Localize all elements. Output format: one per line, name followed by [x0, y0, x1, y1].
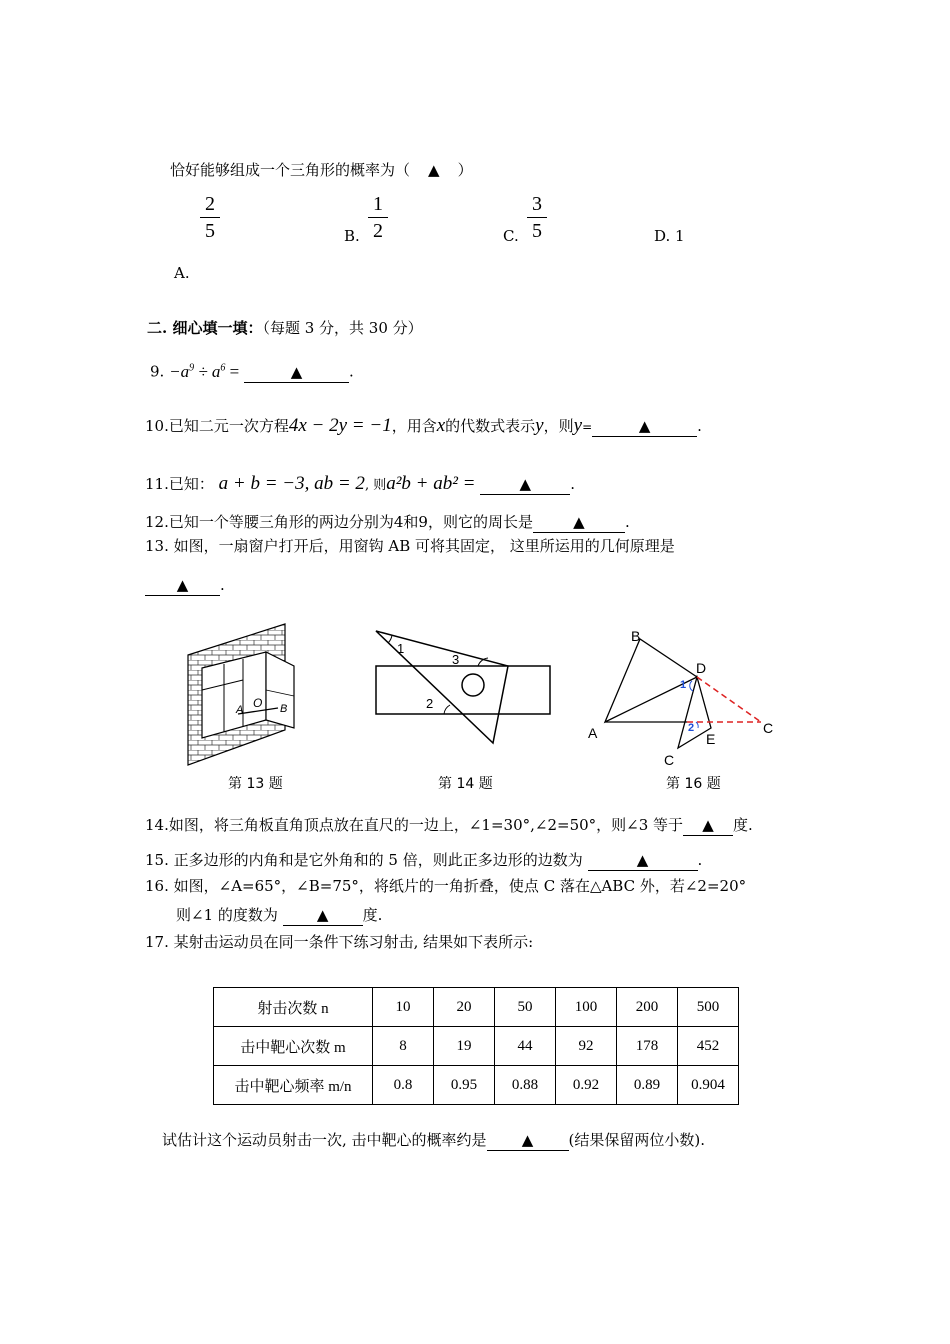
question-12: 12.已知一个等腰三角形的两边分别为4和9，则它的周长是 ▲ . — [145, 513, 630, 531]
angle-1-label: 1 — [397, 641, 405, 656]
question-17-answer: 试估计这个运动员射击一次, 击中靶心的概率约是 ▲ (结果保留两位小数). — [162, 1131, 706, 1149]
answer-marker: ▲ — [638, 417, 651, 435]
question-14: 14.如图，将三角板直角顶点放在直尺的一边上，∠1=30°,∠2=50°，则∠3 等于 ▲ 度. — [145, 816, 753, 834]
question-13: 13. 如图，一扇窗户打开后，用窗钩 AB 可将其固定， 这里所运用的几何原理是 — [145, 537, 675, 555]
option-d: D. 1 — [654, 227, 685, 245]
table-row: 击中靶心次数 m 8 19 44 92 178 452 — [214, 1027, 739, 1066]
table-row: 射击次数 n 10 20 50 100 200 500 — [214, 988, 739, 1027]
option-b-label: B. — [344, 227, 360, 245]
figure-14-ruler — [370, 625, 555, 750]
label-b: B — [631, 628, 641, 644]
angle-3-label: 3 — [452, 652, 460, 667]
question-13-answer: ▲ . — [145, 575, 225, 596]
q8-stem: 恰好能够组成一个三角形的概率为（ ▲ ） — [170, 161, 473, 179]
section-heading: 二. 细心填一填：（每题 3 分，共 30 分） — [147, 319, 423, 337]
answer-marker: ▲ — [428, 161, 440, 179]
answer-marker: ▲ — [573, 513, 585, 531]
angle-2-label: 2 — [688, 722, 695, 734]
label-a: A — [588, 725, 598, 741]
figure-13-caption: 第 13 题 — [228, 776, 283, 792]
answer-marker: ▲ — [636, 851, 649, 869]
answer-marker: ▲ — [176, 576, 189, 594]
figure-13-window — [180, 620, 315, 770]
label-c-folded: C — [664, 752, 675, 768]
label-d: D — [696, 660, 707, 676]
figure-16-triangle — [585, 625, 785, 770]
angle-1-label: 1 — [680, 679, 687, 691]
label-b: B — [280, 703, 288, 715]
question-9: 9. $-a^9 \div a^6$ = ▲ . — [150, 361, 354, 381]
answer-marker: ▲ — [290, 362, 303, 381]
table-row: 击中靶心频率 m/n 0.8 0.95 0.88 0.92 0.89 0.904 — [214, 1066, 739, 1105]
option-a-label: A. — [174, 264, 190, 282]
option-c-label: C. — [503, 227, 519, 245]
answer-marker: ▲ — [702, 816, 714, 834]
label-c-original: C — [763, 720, 774, 736]
label-e: E — [706, 731, 716, 747]
figure-14-caption: 第 14 题 — [438, 776, 493, 792]
label-o: O — [253, 696, 263, 710]
answer-marker: ▲ — [519, 475, 532, 493]
answer-marker: ▲ — [316, 906, 329, 924]
option-c-fraction: 3 5 — [527, 193, 547, 242]
question-16-line1: 16. 如图，∠A=65°，∠B=75°，将纸片的一角折叠，使点 C 落在△ABC 外，若∠2=20° — [145, 877, 747, 895]
question-15: 15. 正多边形的内角和是它外角和的 5 倍，则此正多边形的边数为 ▲ . — [145, 851, 703, 869]
answer-marker: ▲ — [521, 1131, 534, 1149]
option-a-fraction: 2 5 — [200, 193, 220, 242]
shooting-table — [213, 987, 739, 1105]
figure-16-caption: 第 16 题 — [666, 776, 721, 792]
question-10: 10.已知二元一次方程4x − 2y = −1，用含x的代数式表示y，则y= ▲ . — [145, 415, 702, 436]
question-11: 11.已知： a + b = −3, ab = 2, 则a²b + ab² = ▲ . — [145, 473, 576, 494]
question-16-line2: 则∠1 的度数为 ▲ 度. — [176, 906, 383, 924]
option-b-fraction: 1 2 — [368, 193, 388, 242]
angle-2-label: 2 — [426, 696, 434, 711]
label-a: A — [236, 704, 244, 716]
question-17: 17. 某射击运动员在同一条件下练习射击, 结果如下表所示: — [145, 933, 534, 951]
